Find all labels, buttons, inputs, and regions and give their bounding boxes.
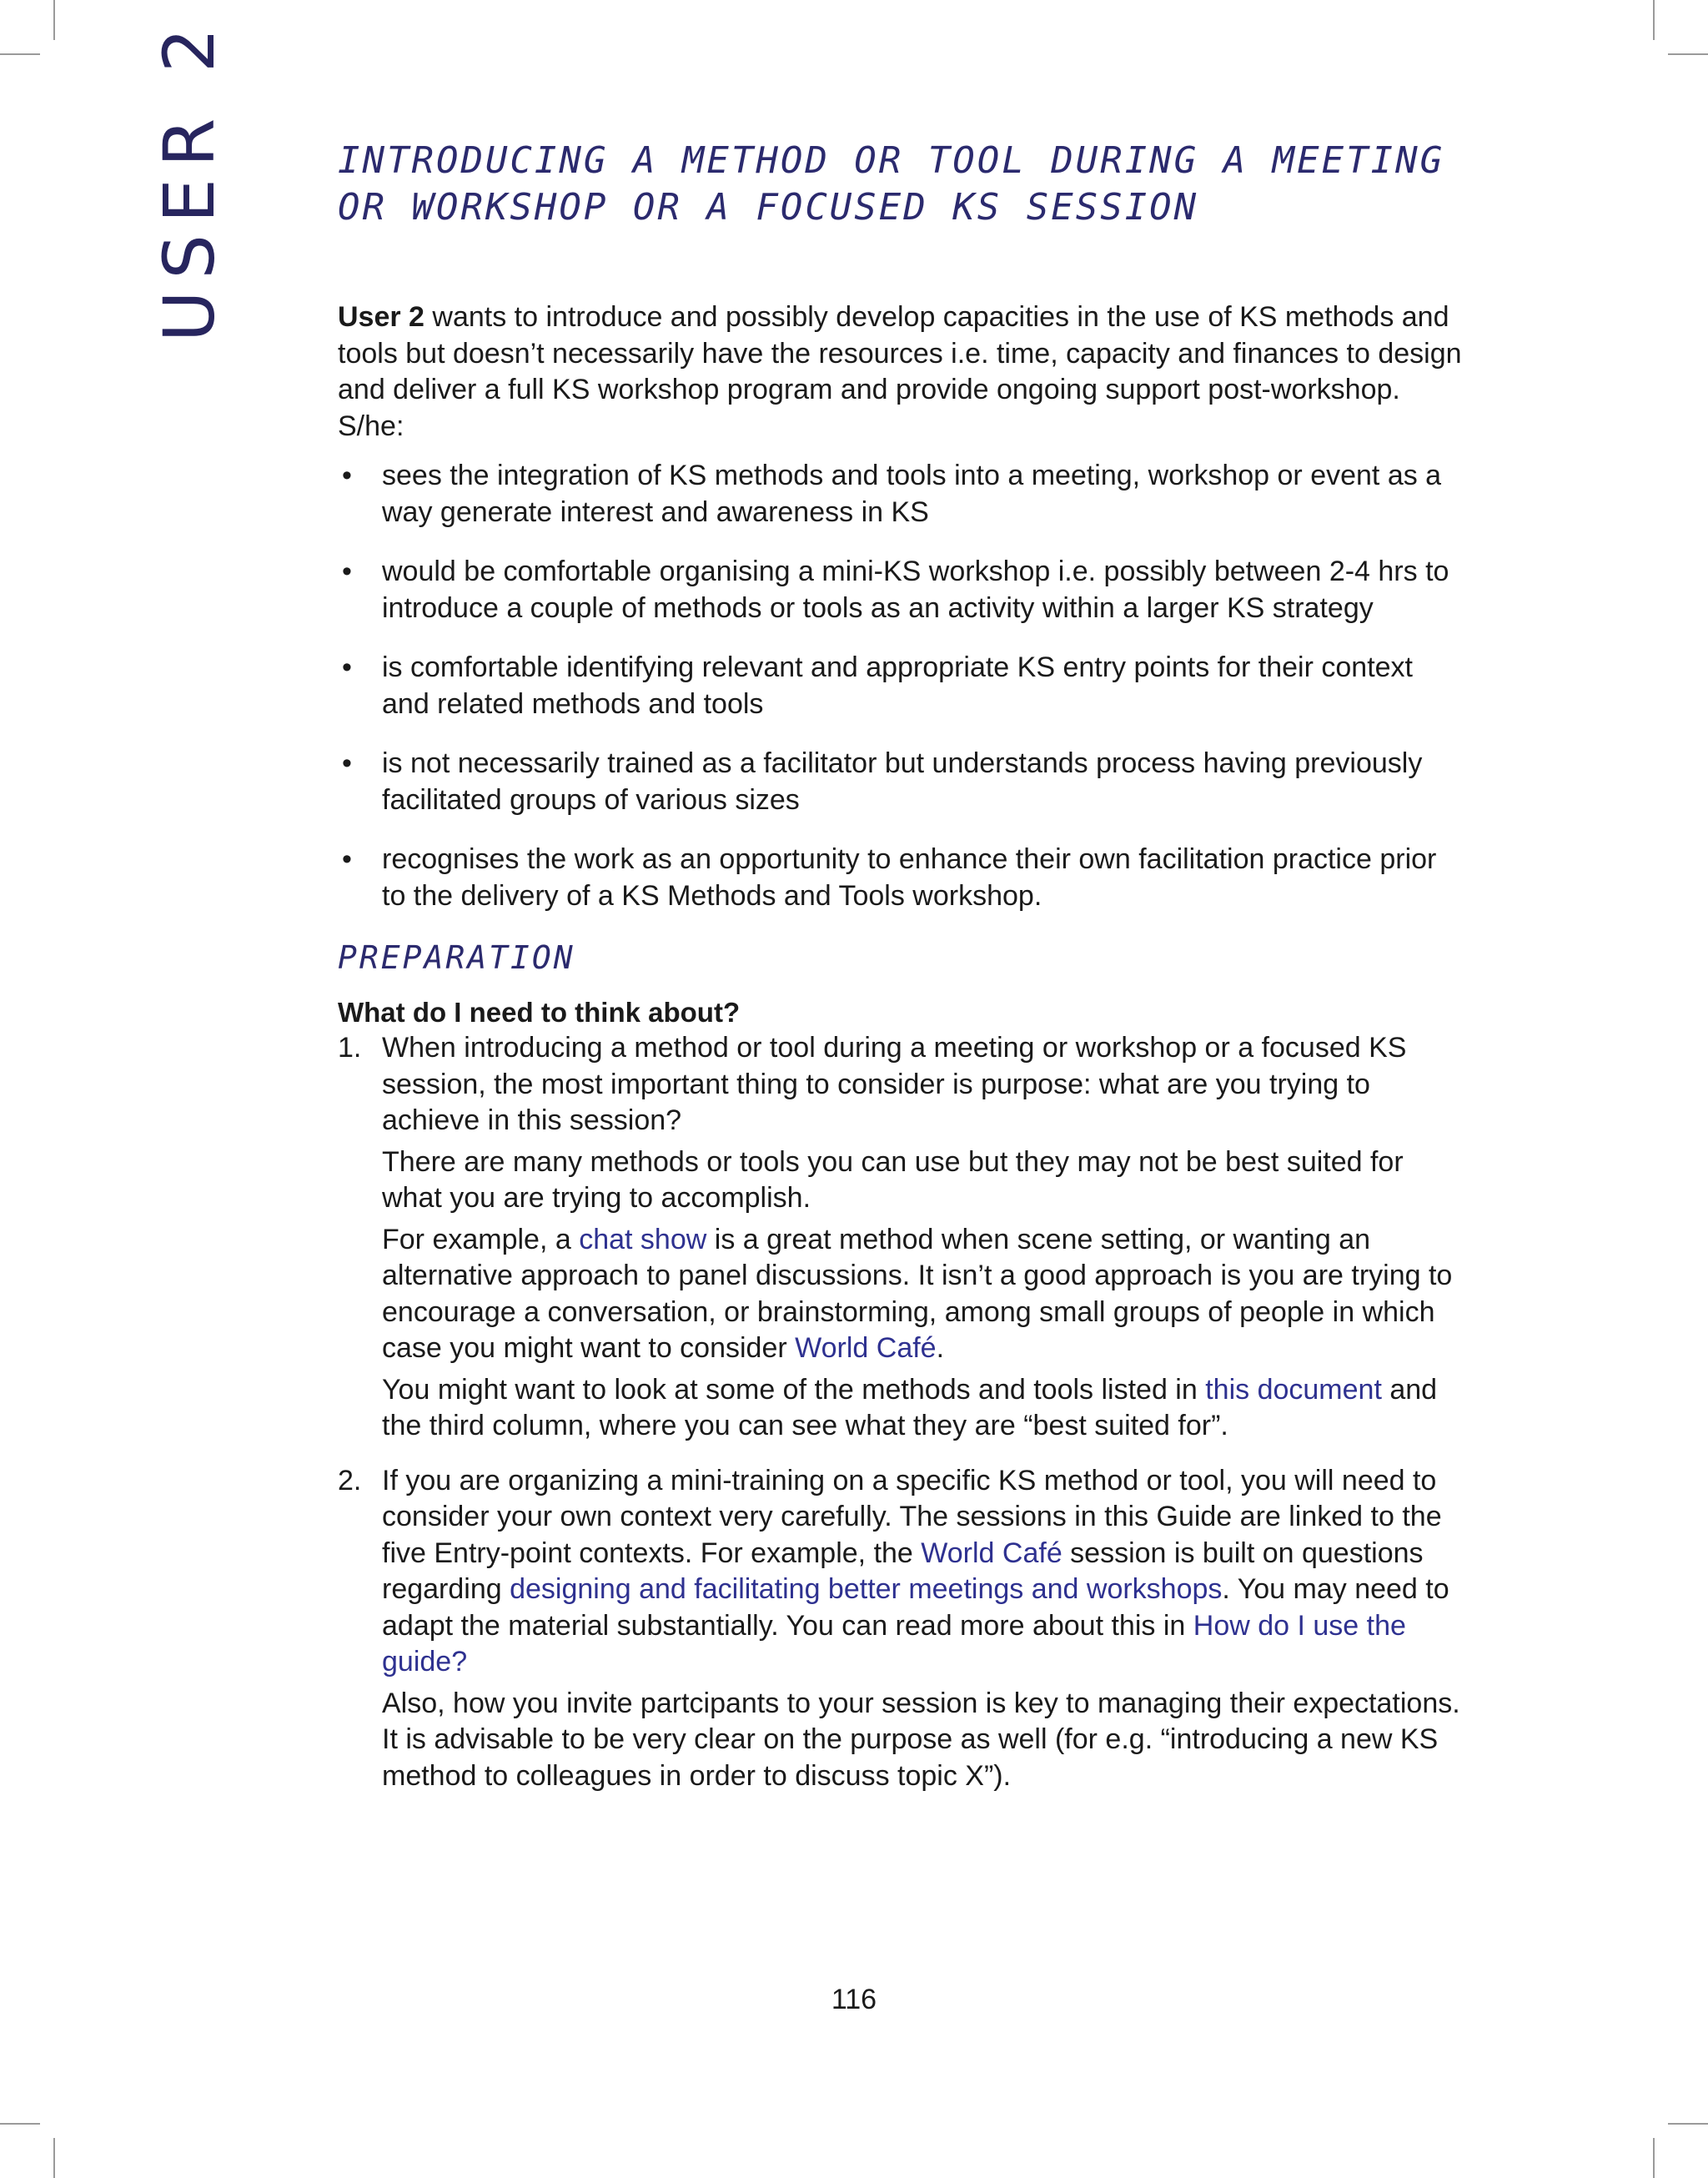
side-section-label: [83, 16, 230, 350]
step-item-1: [338, 1030, 1464, 1445]
crop-mark-bottom-left-v: [53, 2138, 55, 2178]
text-run: You might want to look at some of the methods and tools listed in: [382, 1373, 1206, 1406]
text-run: is a great method when scene setting, or wanting an alternative approach to panel discussions. It isn’t a good approach is you are trying to encourage a conversation, or brainstorming, among small groups of people in which case you might want to consider: [382, 1223, 1453, 1364]
world-cafe-link[interactable]: World Café: [795, 1332, 937, 1364]
list-item-text: is not necessarily trained as a facilitator but understands process having previously facilitated groups of various sizes: [382, 747, 1423, 816]
preparation-heading: PREPARATION: [338, 939, 575, 976]
meetings-workshops-link[interactable]: designing and facilitating better meetings and workshops: [510, 1573, 1223, 1605]
intro-bold: User 2: [338, 301, 424, 333]
this-document-link[interactable]: this document: [1205, 1373, 1382, 1406]
text-run: If you are organizing a mini-training on a specific KS method or tool, you will need to consider your own context very carefully. The sessions in this Guide are linked to the five Entry-point contexts. For example, the: [382, 1464, 1442, 1569]
bullet-icon: •: [342, 843, 352, 875]
bullet-icon: •: [342, 460, 352, 491]
crop-mark-top-right-v: [1653, 0, 1655, 40]
text-run: and the third column, where you can see what they are “best suited for”.: [382, 1373, 1438, 1441]
crop-mark-top-right-h: [1668, 53, 1708, 55]
user-traits-list: [338, 458, 1464, 914]
world-cafe-link[interactable]: World Café: [921, 1537, 1062, 1569]
crop-mark-bottom-left-h: [0, 2123, 40, 2125]
list-item: [338, 842, 1464, 914]
list-item-text: recognises the work as an opportunity to enhance their own facilitation practice prior to the delivery of a KS Methods and Tools workshop.: [382, 843, 1437, 912]
step1-paragraph-4: [382, 1372, 1464, 1445]
step-number: 2.: [338, 1464, 362, 1496]
side-label-text: USER 2: [148, 16, 230, 342]
list-item-text: would be comfortable organising a mini-KS workshop i.e. possibly between 2-4 hrs to introduce a couple of methods or tools as an activity within a larger KS strategy: [382, 556, 1449, 624]
list-item: [338, 458, 1464, 531]
preparation-steps: [338, 1030, 1464, 1794]
step1-paragraph-1: When introducing a method or tool during a meeting or workshop or a focused KS session, the most important thing to consider is purpose: what are you trying to achieve in this session?: [382, 1032, 1407, 1136]
how-to-use-guide-link[interactable]: How do I use the guide?: [382, 1609, 1406, 1678]
step1-paragraph-2: There are many methods or tools you can use but they may not be best suited for what you are trying to accomplish.: [382, 1145, 1404, 1214]
list-item: [338, 554, 1464, 626]
intro-text: wants to introduce and possibly develop capacities in the use of KS methods and tools but doesn’t necessarily have the resources i.e. time, capacity and finances to design and deliver a full KS workshop program and provide ongoing support post-workshop. S/he:: [338, 301, 1462, 442]
preparation-subheading: What do I need to think about?: [338, 997, 741, 1028]
text-run: . You may need to adapt the material substantially. You can read more about this in: [382, 1573, 1449, 1642]
bullet-icon: •: [342, 651, 352, 683]
crop-mark-bottom-right-v: [1653, 2138, 1655, 2178]
step2-paragraph-2: Also, how you invite partcipants to your session is key to managing their expectations. It is advisable to be very clear on the purpose as well (for e.g. “introducing a new KS method to colleagues in order to discuss topic X”).: [382, 1687, 1460, 1792]
bullet-icon: •: [342, 556, 352, 587]
chat-show-link[interactable]: chat show: [579, 1223, 707, 1255]
list-item-text: sees the integration of KS methods and tools into a meeting, workshop or event as a way generate interest and awareness in KS: [382, 460, 1442, 528]
crop-mark-top-left-h: [0, 53, 40, 55]
step1-paragraph-3: [382, 1222, 1464, 1367]
bullet-icon: •: [342, 747, 352, 779]
crop-mark-bottom-right-h: [1668, 2123, 1708, 2125]
list-item: [338, 650, 1464, 722]
list-item-text: is comfortable identifying relevant and appropriate KS entry points for their context and related methods and tools: [382, 651, 1414, 720]
list-item: [338, 746, 1464, 818]
step-number: 1.: [338, 1032, 362, 1064]
crop-mark-top-left-v: [53, 0, 55, 40]
intro-paragraph: [338, 299, 1464, 445]
text-run: For example, a: [382, 1223, 580, 1255]
text-run: .: [936, 1332, 945, 1364]
step2-paragraph-1: [382, 1463, 1464, 1681]
page-number: 116: [831, 1984, 877, 2015]
page-content: [338, 138, 1464, 1813]
step-item-2: [338, 1463, 1464, 1795]
text-run: session is built on questions regarding: [382, 1537, 1424, 1605]
page-title: INTRODUCING A METHOD OR TOOL DURING A MEETING OR WORKSHOP OR A FOCUSED KS SESSION: [338, 139, 1445, 229]
